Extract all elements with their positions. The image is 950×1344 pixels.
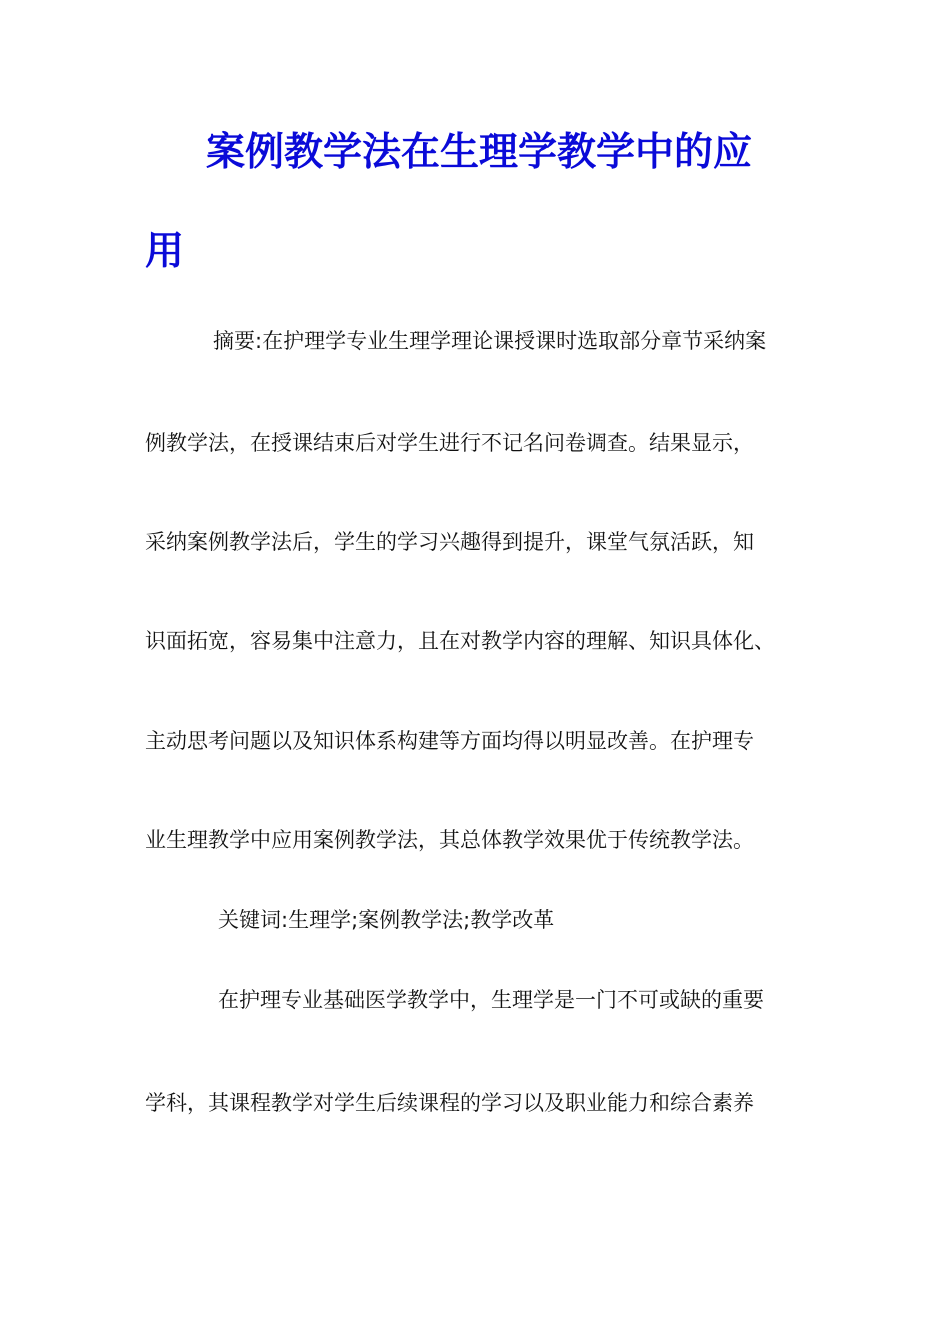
body-line-2: 学科，其课程教学对学生后续课程的学习以及职业能力和综合素养 <box>145 1091 754 1115</box>
keywords-line: 关键词:生理学;案例教学法;教学改革 <box>218 908 555 932</box>
body-line-1: 在护理专业基础医学教学中，生理学是一门不可或缺的重要 <box>218 988 764 1012</box>
abstract-line-6: 业生理教学中应用案例教学法，其总体教学效果优于传统教学法。 <box>145 828 754 852</box>
abstract-line-5: 主动思考问题以及知识体系构建等方面均得以明显改善。在护理专 <box>145 729 754 753</box>
abstract-line-4: 识面拓宽，容易集中注意力，且在对教学内容的理解、知识具体化、 <box>145 629 775 653</box>
abstract-line-2: 例教学法，在授课结束后对学生进行不记名问卷调查。结果显示， <box>145 431 754 455</box>
title-line-2: 用 <box>145 229 185 274</box>
abstract-line-3: 采纳案例教学法后，学生的学习兴趣得到提升，课堂气氛活跃，知 <box>145 530 754 554</box>
abstract-line-1: 摘要:在护理学专业生理学理论课授课时选取部分章节采纳案 <box>213 329 767 353</box>
title-line-1: 案例教学法在生理学教学中的应 <box>206 130 753 175</box>
